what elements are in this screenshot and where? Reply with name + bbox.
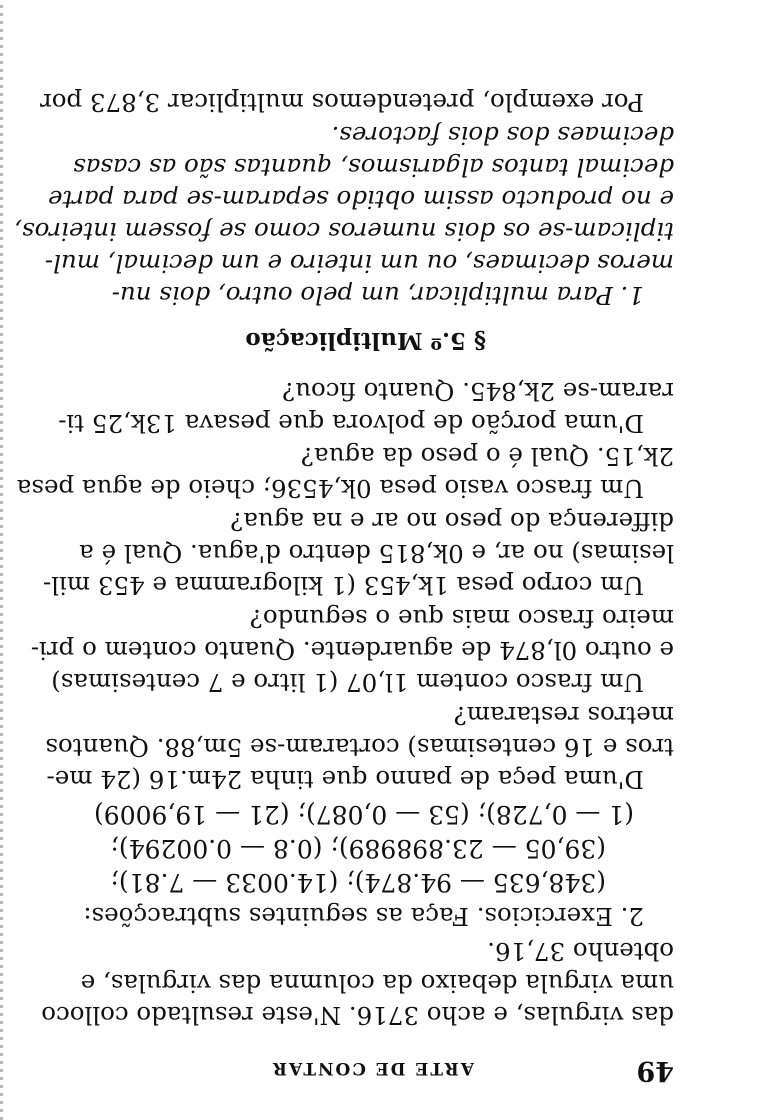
text-line: D'uma peça de panno que tinha 24m.16 (24 me- (46, 765, 644, 794)
exercise-heading: 2. Exercicios. Faça as seguintes subtracções: (83, 902, 644, 931)
text-line: das virgulas, e acho 3716. N'este resultado colloco (41, 1001, 674, 1030)
text-line: metros restaram? (453, 701, 674, 730)
math-line: (348,635 — 94.874); (14.0033 — 7.81); (110, 868, 606, 897)
math-line: (39,05 — 23.898989); (0.8 — 0.00294); (110, 834, 606, 863)
text-line: e outro 0l,874 de aguardente. Quanto contem o pri- (30, 636, 674, 665)
text-line: meiro frasco mais que o segundo? (249, 604, 674, 633)
page-header (84, 1046, 674, 1086)
text-line: e no producto assim obtido separam-se para parte (47, 185, 674, 214)
text-line: lesimas) no ar, e 0k,815 dentro d'agua. Qual é a (79, 539, 674, 568)
text-line: Um frasco vasio pesa 0k,4536; cheio de agua pesa (16, 474, 644, 503)
page-number: 49 (636, 1055, 674, 1086)
text-line: differença do peso no ar e na agua? (230, 507, 674, 536)
text-line: 2k,15. Qual é o peso da agua? (300, 442, 674, 471)
text-line: meros decimaes, ou um inteiro e um decimal, mul- (44, 249, 674, 278)
text-line: uma virgula debaixo da columna das virgulas, e (80, 969, 674, 998)
text-line: Por exemplo, pretendemos multiplicar 3,873 por (40, 88, 644, 117)
text-line: D'uma porção de polvora que pesava 13k,25 ti- (58, 409, 644, 438)
text-line: decimaes dos dois factores. (331, 121, 674, 150)
section-heading: § 5.º Multiplicação (245, 327, 486, 354)
text-line: tros e 16 centesimas) cortaram-se 5m,88. Quantos (45, 733, 674, 762)
math-line: (1 — 0,728); (53 — 0,087); (21 — 19,9009) (94, 800, 634, 829)
text-line: Um corpo pesa 1k,453 (1 kilogramma e 453 mil- (42, 571, 644, 600)
running-title: ARTE DE CONTAR (270, 1058, 474, 1078)
text-line: raram-se 2k,845. Quanto ficou? (282, 377, 674, 406)
text-line: 1. Para multiplicar, um pelo outro, dois nu- (111, 281, 644, 310)
text-line: Um frasco contem 1l,07 (1 litro e 7 centesimas) (51, 668, 644, 697)
page-edge (0, 0, 3, 1120)
text-line: tiplicam-se os dois numeros como se fossem inteiros, (14, 217, 674, 246)
text-line: obtenho 37,16. (487, 937, 674, 966)
text-line: decimal tantos algarismos, quantas são as casas (73, 153, 674, 182)
